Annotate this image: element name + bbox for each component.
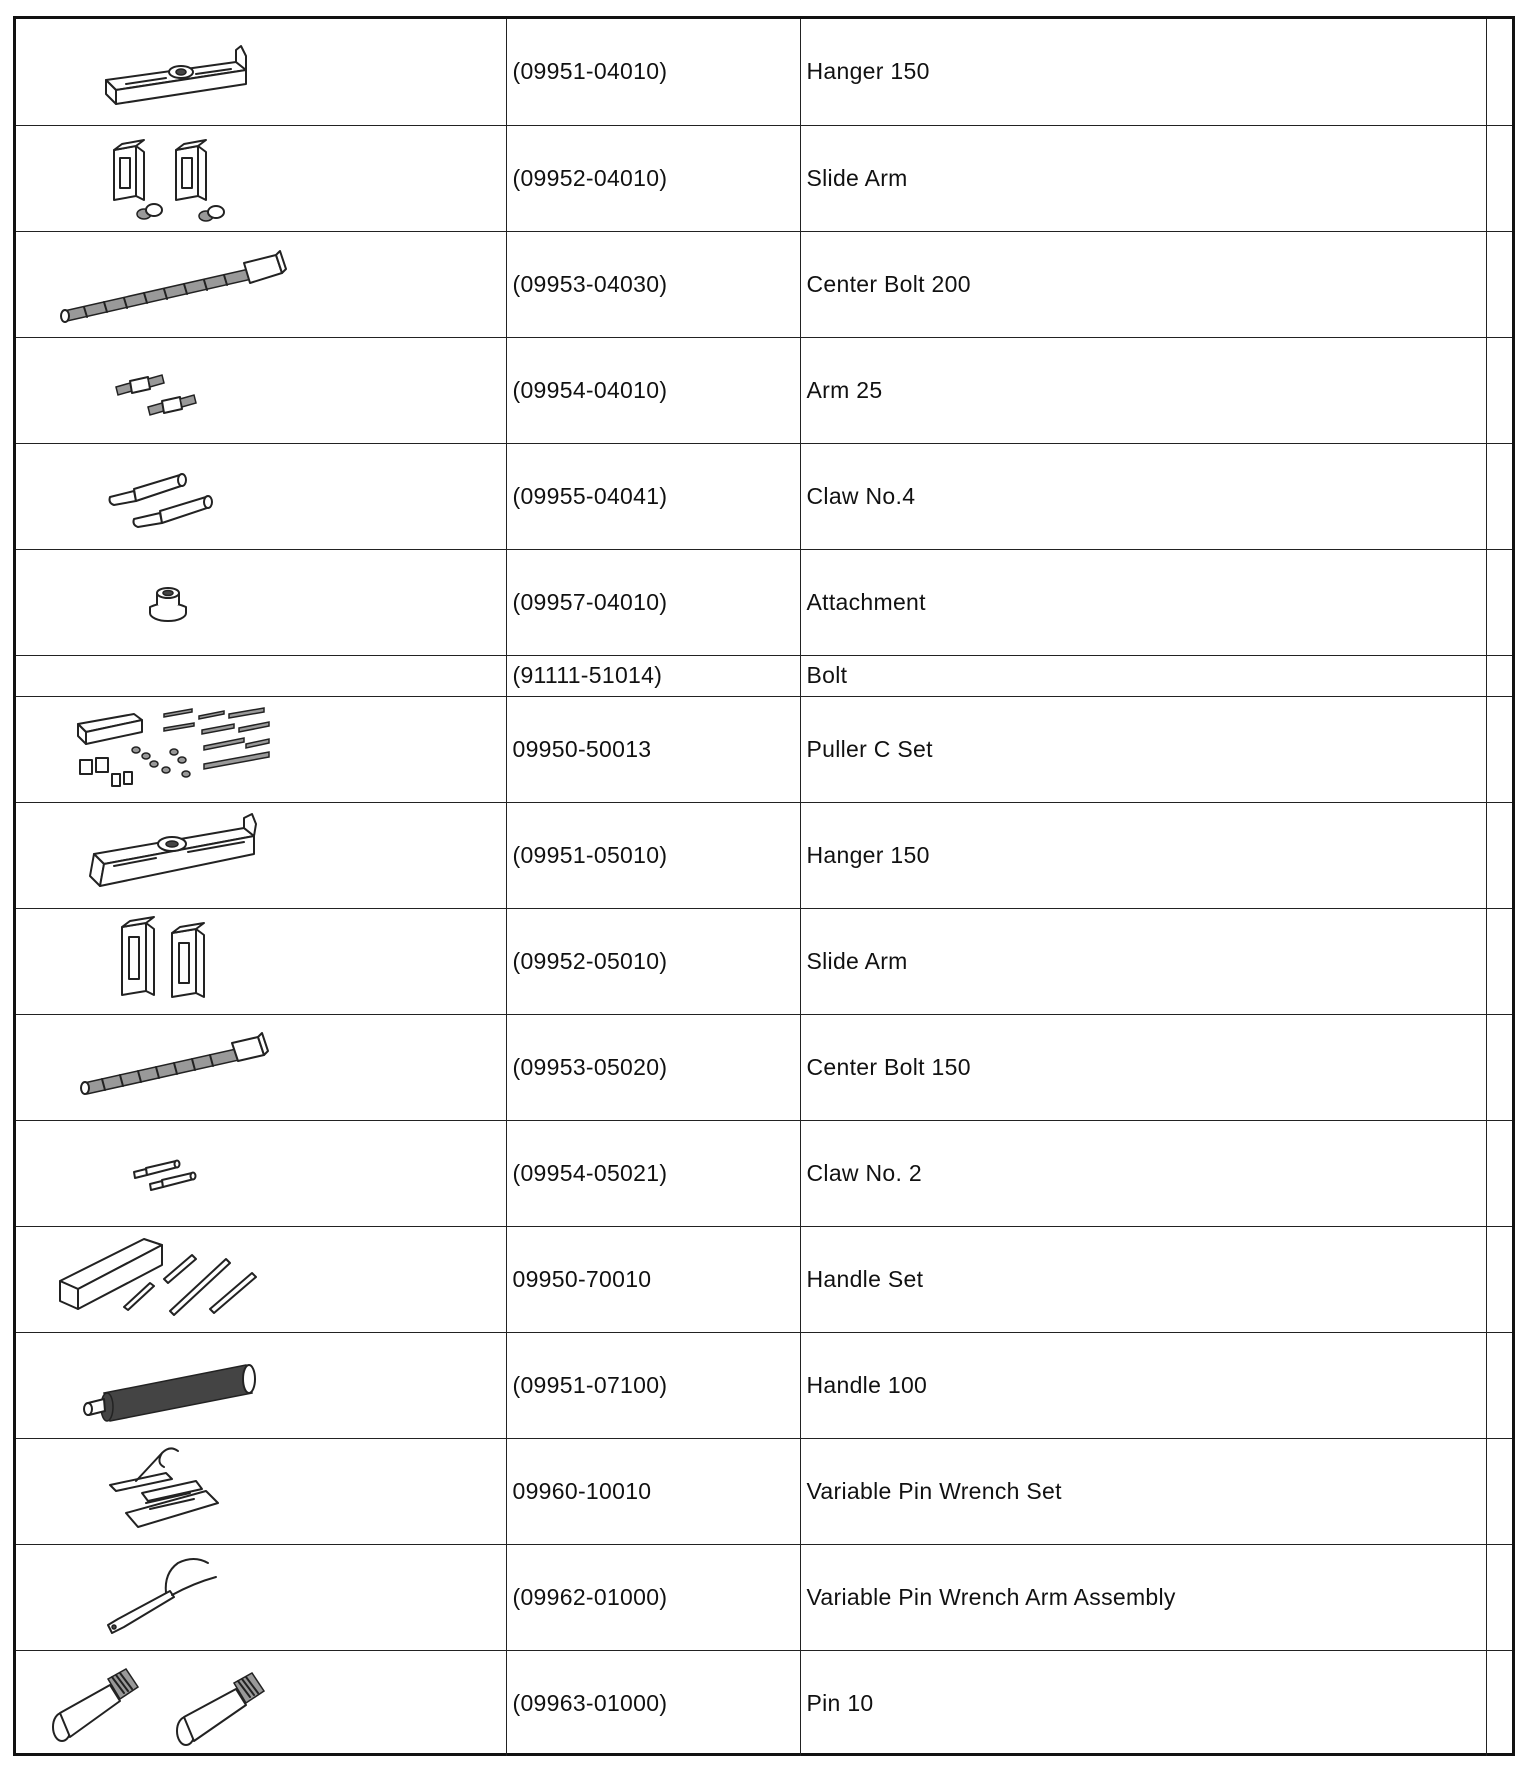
slide-arm-icon xyxy=(104,913,244,1009)
table-row xyxy=(16,1226,1512,1332)
tool-illustration-cell xyxy=(16,1438,506,1544)
part-number: (09952-04010) xyxy=(506,125,800,231)
center-bolt-150-icon xyxy=(76,1027,276,1107)
blank-cell xyxy=(1486,443,1512,549)
blank-cell xyxy=(1486,549,1512,655)
slide-arm-icon xyxy=(96,130,256,226)
tool-illustration-cell xyxy=(16,1544,506,1650)
part-number: (09953-04030) xyxy=(506,231,800,337)
tool-name: Slide Arm xyxy=(800,125,1486,231)
tool-name: Handle 100 xyxy=(800,1332,1486,1438)
hanger-150-icon xyxy=(84,810,284,900)
blank-cell xyxy=(1486,231,1512,337)
blank-cell xyxy=(1486,696,1512,802)
tool-name: Bolt xyxy=(800,655,1486,696)
tool-illustration-cell xyxy=(16,231,506,337)
part-number: (09952-05010) xyxy=(506,908,800,1014)
puller-c-set-icon xyxy=(74,704,274,794)
tool-name: Attachment xyxy=(800,549,1486,655)
handle-set-icon xyxy=(54,1231,294,1327)
table-row xyxy=(16,1544,1512,1650)
tool-name: Arm 25 xyxy=(800,337,1486,443)
special-tools-table xyxy=(16,19,1512,1756)
part-number: (09955-04041) xyxy=(506,443,800,549)
blank-cell xyxy=(1486,1226,1512,1332)
table-row xyxy=(16,443,1512,549)
tool-name: Hanger 150 xyxy=(800,19,1486,125)
arm-25-icon xyxy=(108,355,218,425)
part-number: (09951-07100) xyxy=(506,1332,800,1438)
part-number: (09953-05020) xyxy=(506,1014,800,1120)
blank-cell xyxy=(1486,1438,1512,1544)
blank-cell xyxy=(1486,337,1512,443)
table-row xyxy=(16,337,1512,443)
part-number: (09954-04010) xyxy=(506,337,800,443)
tool-name: Variable Pin Wrench Arm Assembly xyxy=(800,1544,1486,1650)
tool-table-sheet xyxy=(13,16,1515,1756)
table-row xyxy=(16,1650,1512,1756)
tool-illustration-cell xyxy=(16,125,506,231)
tool-name: Center Bolt 200 xyxy=(800,231,1486,337)
part-number: (91111-51014) xyxy=(506,655,800,696)
tool-illustration-cell xyxy=(16,549,506,655)
blank-cell xyxy=(1486,125,1512,231)
claw-no2-icon xyxy=(128,1148,218,1198)
tool-name: Claw No. 2 xyxy=(800,1120,1486,1226)
tool-name: Hanger 150 xyxy=(800,802,1486,908)
tool-illustration-cell xyxy=(16,19,506,125)
blank-cell xyxy=(1486,1544,1512,1650)
tool-illustration-cell xyxy=(16,802,506,908)
tool-name: Slide Arm xyxy=(800,908,1486,1014)
blank-cell xyxy=(1486,1332,1512,1438)
tool-name: Claw No.4 xyxy=(800,443,1486,549)
table-row xyxy=(16,549,1512,655)
table-row xyxy=(16,1014,1512,1120)
table-row xyxy=(16,655,1512,696)
table-row xyxy=(16,231,1512,337)
tool-illustration-cell xyxy=(16,337,506,443)
pin-10-icon xyxy=(46,1655,286,1751)
tool-name: Puller C Set xyxy=(800,696,1486,802)
part-number: (09951-05010) xyxy=(506,802,800,908)
blank-cell xyxy=(1486,1014,1512,1120)
tool-illustration-cell xyxy=(16,655,506,696)
variable-pin-wrench-arm-icon xyxy=(104,1549,244,1645)
table-row xyxy=(16,1120,1512,1226)
table-row xyxy=(16,19,1512,125)
tool-name: Variable Pin Wrench Set xyxy=(800,1438,1486,1544)
table-row xyxy=(16,1332,1512,1438)
variable-pin-wrench-set-icon xyxy=(106,1443,246,1539)
tool-illustration-cell xyxy=(16,1332,506,1438)
claw-no4-icon xyxy=(104,461,234,531)
blank-cell xyxy=(1486,19,1512,125)
part-number: 09950-70010 xyxy=(506,1226,800,1332)
hanger-150-icon xyxy=(86,32,306,112)
attachment-icon xyxy=(143,577,193,627)
part-number: (09957-04010) xyxy=(506,549,800,655)
blank-cell xyxy=(1486,802,1512,908)
part-number: (09951-04010) xyxy=(506,19,800,125)
table-row xyxy=(16,1438,1512,1544)
tool-illustration-cell xyxy=(16,908,506,1014)
table-row xyxy=(16,802,1512,908)
tool-name: Center Bolt 150 xyxy=(800,1014,1486,1120)
tool-illustration-cell xyxy=(16,1014,506,1120)
tool-illustration-cell xyxy=(16,443,506,549)
center-bolt-200-icon xyxy=(54,239,294,329)
part-number: (09963-01000) xyxy=(506,1650,800,1756)
tool-illustration-cell xyxy=(16,1120,506,1226)
blank-cell xyxy=(1486,1120,1512,1226)
tool-illustration-cell xyxy=(16,1226,506,1332)
table-row xyxy=(16,696,1512,802)
part-number: (09954-05021) xyxy=(506,1120,800,1226)
part-number: 09960-10010 xyxy=(506,1438,800,1544)
blank-cell xyxy=(1486,908,1512,1014)
tool-illustration-cell xyxy=(16,1650,506,1756)
part-number: (09962-01000) xyxy=(506,1544,800,1650)
tool-name: Handle Set xyxy=(800,1226,1486,1332)
blank-cell xyxy=(1486,1650,1512,1756)
tool-illustration-cell xyxy=(16,696,506,802)
handle-100-icon xyxy=(74,1345,274,1425)
blank-cell xyxy=(1486,655,1512,696)
part-number: 09950-50013 xyxy=(506,696,800,802)
table-row xyxy=(16,908,1512,1014)
table-row xyxy=(16,125,1512,231)
tool-name: Pin 10 xyxy=(800,1650,1486,1756)
